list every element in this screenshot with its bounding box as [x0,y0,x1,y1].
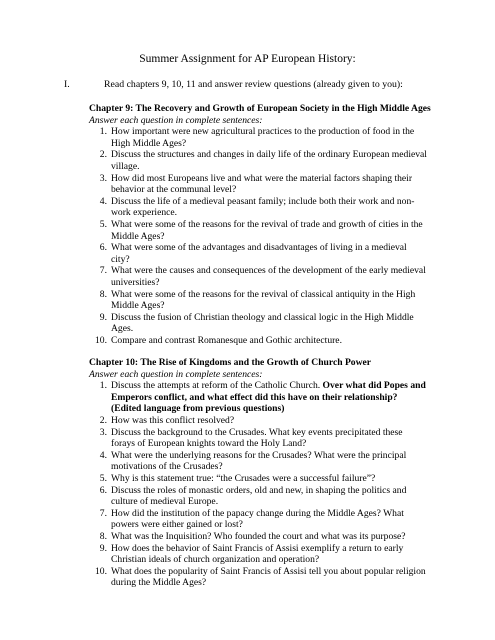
question-number: 7. [99,265,107,277]
question-item [89,265,469,288]
question-item [89,173,469,196]
question-number: 9. [99,311,107,323]
question-line: How did the institution of the papacy change during the Middle Ages? What [111,507,404,519]
question-number: 5. [99,472,107,484]
question-item [89,335,469,347]
question-item [89,450,469,473]
question-line: How was this conflict resolved? [111,414,235,426]
question-item [89,415,469,427]
question-line: Middle Ages? [111,230,165,242]
question-line: Discuss the fusion of Christian theology and classical logic in the High Middle [111,311,414,323]
question-item [89,242,469,265]
question-item [89,126,469,149]
question-line: Discuss the roles of monastic orders, old and new, in shaping the politics and [111,484,407,496]
question-line: Compare and contrast Romanesque and Gothic architecture. [111,334,342,346]
question-line: Discuss the background to the Crusades. What key events precipitated these [111,426,403,438]
question-item [89,219,469,242]
question-number: 5. [99,218,107,230]
instruction-number: I. [64,79,70,90]
question-line: Ages. [111,323,134,335]
chapter-9-section [89,103,469,346]
question-number: 10. [95,334,107,346]
question-line: forays of European knights toward the Holy Land? [111,438,307,450]
question-number: 8. [99,288,107,300]
question-item [89,196,469,219]
question-line: Why is this statement true: “the Crusades were a successful failure”? [111,472,376,484]
question-bold-note: (Edited language from previous questions) [111,403,285,415]
question-line: How does the behavior of Saint Francis of Assisi exemplify a return to early [111,542,404,554]
chapter-10-subtitle: Answer each question in complete sentences: [89,368,263,380]
question-line: city? [111,253,130,265]
question-line: powers were either gained or lost? [111,519,243,531]
question-number: 10. [95,565,107,577]
question-line: during the Middle Ages? [111,577,207,589]
question-item [89,380,469,415]
chapter-9-subtitle: Answer each question in complete sentences: [89,114,263,126]
question-line: What were some of the reasons for the revival of classical antiquity in the High [111,288,416,300]
question-line: motivations of the Crusades? [111,461,223,473]
instruction-text: Read chapters 9, 10, 11 and answer review questions (already given to you): [104,79,403,90]
question-item [89,473,469,485]
page-title: Summer Assignment for AP European History: [139,53,356,65]
question-line: What were some of the reasons for the revival of trade and growth of cities in the [111,218,423,230]
question-line: work experience. [111,207,178,219]
question-item [89,312,469,335]
question-line: How did most Europeans live and what were the material factors shaping their [111,172,413,184]
question-number: 9. [99,542,107,554]
question-line: universities? [111,276,160,288]
question-line: What were the causes and consequences of the development of the early medieval [111,265,426,277]
question-text: Discuss the attempts at reform of the Catholic Church. [111,380,323,392]
question-number: 6. [99,242,107,254]
question-number: 3. [99,426,107,438]
chapter-9-title: Chapter 9: The Recovery and Growth of European Society in the High Middle Ages [89,103,431,114]
chapter-10-title: Chapter 10: The Rise of Kingdoms and the Growth of Church Power [89,357,372,368]
question-bold-text: Over what did Popes and [322,380,426,392]
question-line: What were the underlying reasons for the Crusades? What were the principal [111,449,407,461]
chapter-9-question-list [89,126,469,346]
question-line: Discuss the structures and changes in daily life of the ordinary European medieval [111,149,427,161]
question-item [89,149,469,172]
question-line: behavior at the communal level? [111,184,237,196]
question-item [89,427,469,450]
question-number: 8. [99,530,107,542]
question-bold-line: Emperors conflict, and what effect did this have on their relationship? [111,391,398,403]
question-item [89,485,469,508]
question-item [89,508,469,531]
question-line: Christian ideals of church organization and operation? [111,554,320,566]
question-line [111,380,469,392]
question-number: 3. [99,172,107,184]
question-number: 1. [99,126,107,138]
chapter-10-section [89,357,469,589]
question-item [89,531,469,543]
question-item [89,289,469,312]
question-number: 4. [99,195,107,207]
question-line: What were some of the advantages and disadvantages of living in a medieval [111,242,407,254]
instruction-line [64,79,403,91]
question-number: 6. [99,484,107,496]
question-number: 2. [99,149,107,161]
question-item [89,543,469,566]
question-line: Discuss the life of a medieval peasant family; include both their work and non- [111,195,415,207]
chapter-10-question-list [89,380,469,589]
question-line: Middle Ages? [111,300,165,312]
question-number: 4. [99,449,107,461]
question-line: High Middle Ages? [111,137,187,149]
question-number: 2. [99,414,107,426]
question-line: What was the Inquisition? Who founded the court and what was its purpose? [111,530,406,542]
question-item [89,566,469,589]
question-number: 7. [99,507,107,519]
question-line: What does the popularity of Saint Francis of Assisi tell you about popular religion [111,565,426,577]
question-line: village. [111,160,140,172]
question-number: 1. [99,380,107,392]
question-line: culture of medieval Europe. [111,496,219,508]
question-line: How important were new agricultural practices to the production of food in the [111,126,415,138]
